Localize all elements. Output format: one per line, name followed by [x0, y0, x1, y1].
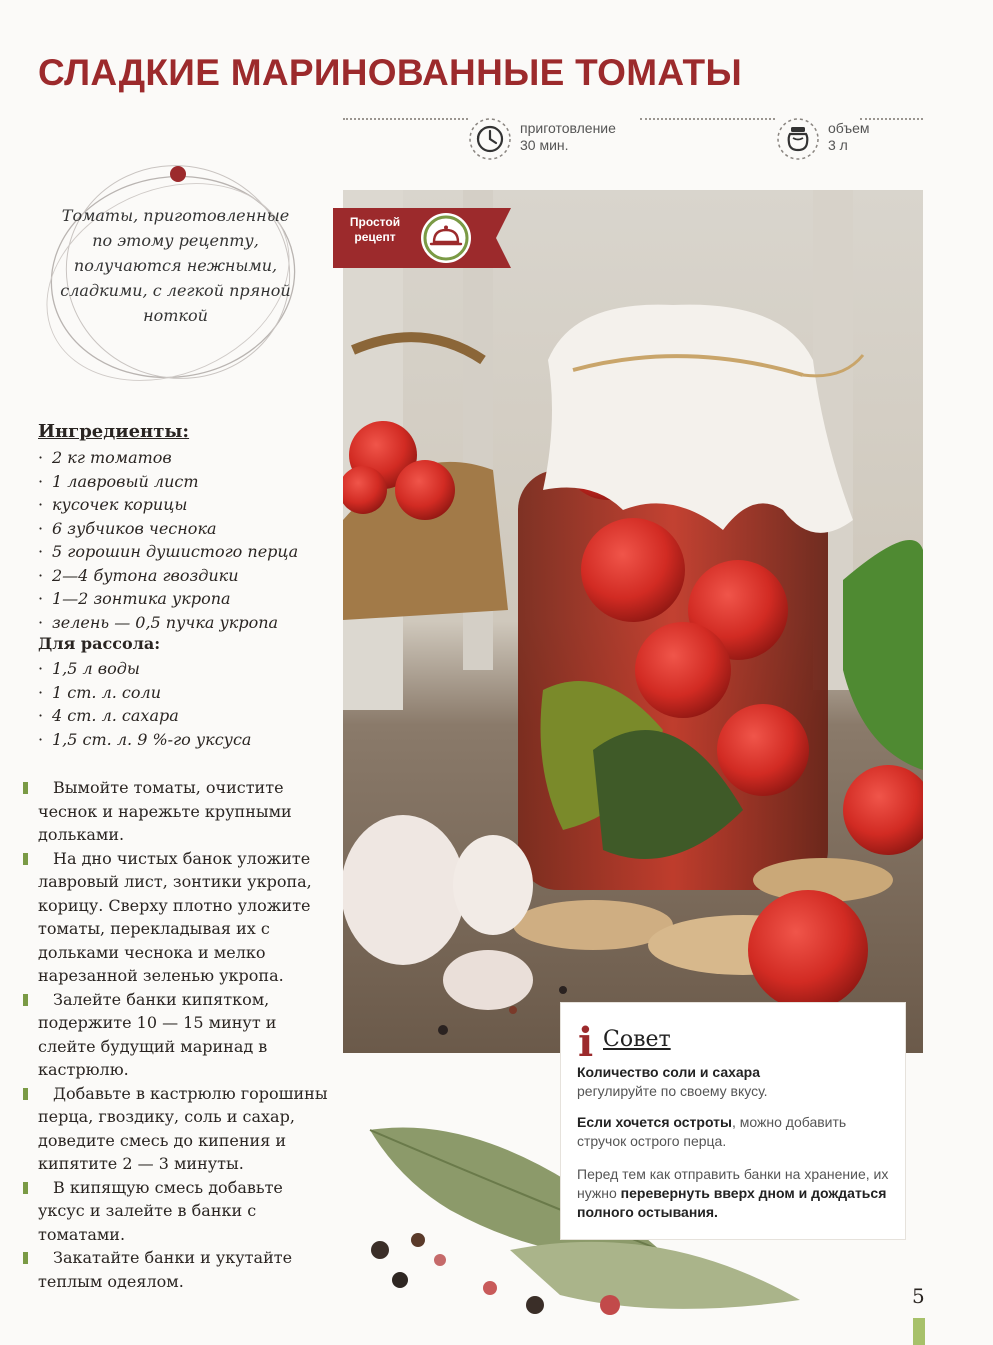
volume-label: объем	[828, 120, 870, 136]
ingredient-item: · зелень — 0,5 пучка укропа	[34, 611, 298, 635]
tip-p1-bold: Количество соли и сахара	[577, 1064, 761, 1080]
divider	[640, 118, 775, 120]
ingredients-list	[34, 446, 298, 634]
ingredient-item: · 5 горошин душистого перца	[34, 540, 298, 564]
page-marker	[913, 1318, 925, 1345]
tip-paragraph-1	[577, 1063, 897, 1101]
info-icon: i	[578, 1019, 594, 1066]
step-item: Добавьте в кастрюлю горошины перца, гвоздику, соль и сахар, доведите смесь до кипения и кипятите 2 — 3 минуты.	[38, 1082, 328, 1176]
brine-item: · 4 ст. л. сахара	[34, 704, 251, 728]
brine-item: · 1 ст. л. соли	[34, 681, 251, 705]
tomato-jar-photo	[343, 190, 923, 1053]
tip-paragraph-2	[577, 1113, 897, 1151]
tip-p3-start: Перед тем как отправить банки на хранение, их нужно	[577, 1166, 889, 1201]
brine-item: · 1,5 л воды	[34, 657, 251, 681]
badge-line2: рецепт	[354, 230, 396, 244]
intro-text: Томаты, приготовленные по этому рецепту, получаются нежными, сладкими, с легкой пряной ноткой	[60, 206, 291, 325]
steps-list	[38, 776, 328, 1293]
ingredient-item: · 1 лавровый лист	[34, 470, 298, 494]
brine-title: Для рассола:	[38, 634, 161, 653]
brine-item: · 1,5 ст. л. 9 %-го уксуса	[34, 728, 251, 752]
step-item: Залейте банки кипятком, подержите 10 — 15 минут и слейте будущий маринад в кастрюлю.	[38, 988, 328, 1082]
tip-paragraph-3	[577, 1165, 897, 1222]
page-number: 5	[912, 1284, 925, 1308]
ingredient-item: · 2 кг томатов	[34, 446, 298, 470]
tip-p3-bold: перевернуть вверх дном и дождаться полного остывания.	[577, 1185, 887, 1220]
ingredients-title: Ингредиенты:	[38, 421, 190, 442]
ingredient-item: · 2—4 бутона гвоздики	[34, 564, 298, 588]
badge-line1: Простой	[349, 215, 401, 229]
brine-list	[34, 657, 251, 751]
volume-value: 3 л	[828, 137, 848, 153]
tip-box	[561, 1003, 905, 1239]
tip-p2-bold: Если хочется остроты	[577, 1114, 732, 1130]
volume	[776, 117, 870, 161]
divider	[343, 118, 468, 120]
prep-value: 30 мин.	[520, 137, 569, 153]
step-item: Вымойте томаты, очистите чеснок и нарежьте крупными дольками.	[38, 776, 328, 847]
jar-icon	[776, 117, 820, 161]
step-item: Закатайте банки и укутайте теплым одеялом.	[38, 1246, 328, 1293]
ingredient-item: · 1—2 зонтика укропа	[34, 587, 298, 611]
step-item: В кипящую смесь добавьте уксус и залейте в банки с томатами.	[38, 1176, 328, 1247]
tip-p2-rest: , можно добавить стручок острого перца.	[577, 1114, 847, 1149]
page-title: СЛАДКИЕ МАРИНОВАННЫЕ ТОМАТЫ	[38, 52, 742, 93]
tip-p1-rest: регулируйте по своему вкусу.	[577, 1083, 768, 1099]
ingredient-item: · кусочек корицы	[34, 493, 298, 517]
tip-title: Совет	[603, 1027, 671, 1052]
ingredient-item: · 6 зубчиков чеснока	[34, 517, 298, 541]
prep-time	[468, 117, 616, 161]
prep-label: приготовление	[520, 120, 616, 136]
easy-recipe-label	[340, 215, 410, 245]
clock-icon	[468, 117, 512, 161]
step-item: На дно чистых банок уложите лавровый лист, зонтики укропа, корицу. Сверху плотно уложите томаты, перекладывая их с дольками чеснока и мелко нарезанной зеленью укропа.	[38, 847, 328, 988]
